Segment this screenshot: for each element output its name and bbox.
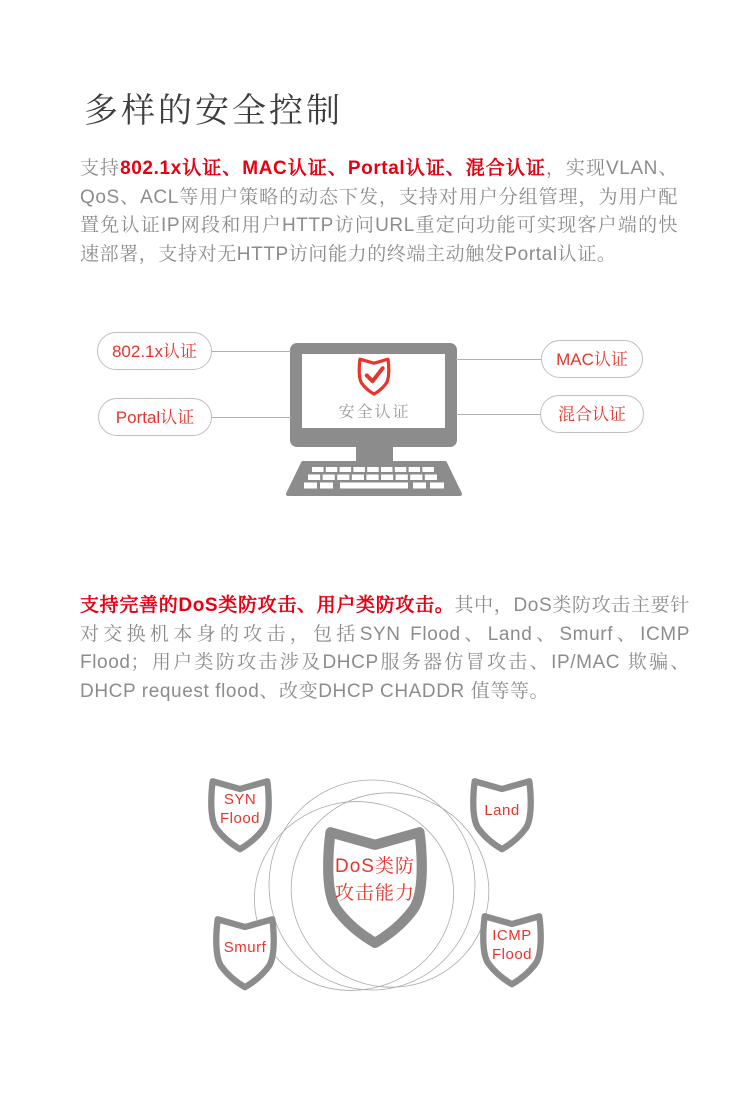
shield-label-icmp-flood: ICMP Flood [491, 927, 533, 963]
shield-label-syn-flood: SYN Flood [219, 791, 261, 827]
dos-paragraph-rest: 其中，DoS类防攻击主要针对交换机本身的攻击，包括SYN Flood、Land、Smurf、ICMP Flood；用户类防攻击涉及DHCP服务器仿冒攻击、IP/MAC 欺骗、DHCP request flood、改变DHCP CHADDR 值等等。 [80, 595, 690, 702]
auth-paragraph [80, 155, 678, 269]
auth-pill-mixed: 混合认证 [540, 395, 644, 433]
connector-line-mixed [456, 414, 541, 415]
dos-protection-diagram [0, 760, 750, 1005]
connector-line-portal [211, 417, 291, 418]
dos-paragraph [80, 592, 690, 706]
shield-label-smurf: Smurf [223, 939, 267, 956]
connector-line-8021x [211, 351, 291, 352]
auth-pill-8021x: 802.1x认证 [97, 332, 212, 370]
page-title: 多样的安全控制 [84, 91, 343, 130]
authentication-diagram [0, 320, 750, 505]
auth-pill-portal: Portal认证 [98, 398, 212, 436]
screen-label: 安全认证 [338, 404, 411, 421]
shield-label-dos-center: DoS类防 攻击能力 [334, 856, 415, 904]
dos-paragraph-highlight: 支持完善的DoS类防攻击、用户类防攻击。 [80, 595, 455, 616]
connector-line-mac [456, 359, 542, 360]
auth-paragraph-prefix: 支持 [80, 158, 121, 179]
shield-label-land: Land [484, 802, 520, 819]
auth-paragraph-highlight: 802.1x认证、MAC认证、Portal认证、混合认证 [120, 158, 546, 179]
auth-paragraph-rest: ，实现VLAN、QoS、ACL等用户策略的动态下发，支持对用户分组管理，为用户配置免认证IP网段和用户HTTP访问URL重定向功能可实现客户端的快速部署，支持对无HTTP访问能力的终端主动触发Portal认证。 [80, 158, 679, 265]
auth-pill-mac: MAC认证 [541, 340, 643, 378]
